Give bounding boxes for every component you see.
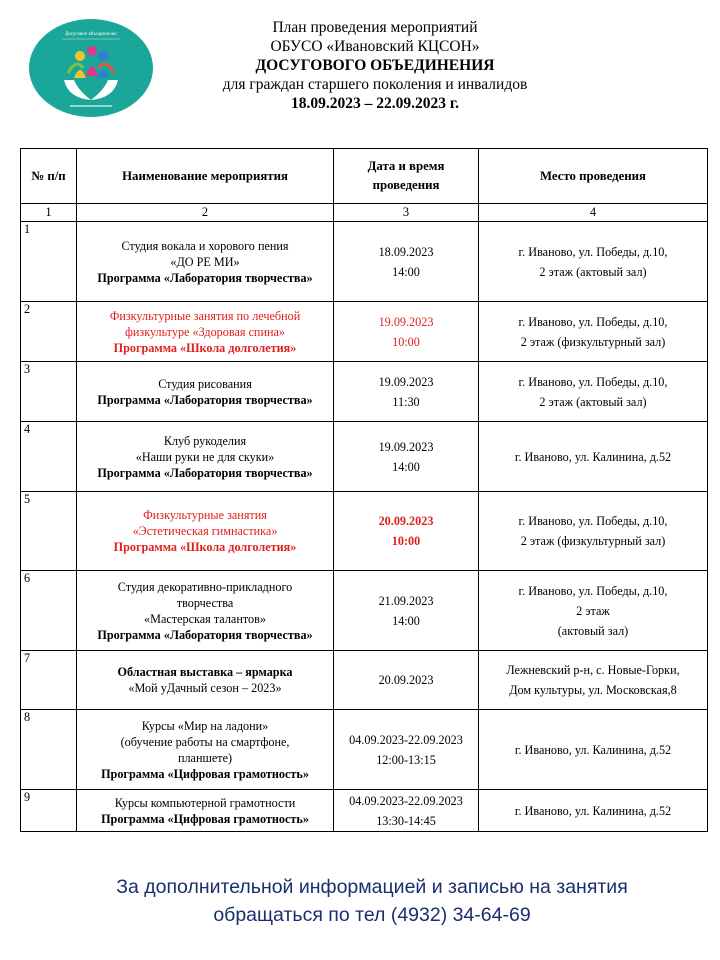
event-time: 13:30-14:45 [376,813,436,828]
event-name [77,362,334,422]
header-title: План проведения мероприятий [272,19,478,36]
footer-phone: обращаться по тел (4932) 34-64-69 [213,904,531,926]
event-time: 10:00 [391,534,421,548]
event-name-line: творчества [176,595,234,610]
event-program: Программа «Лаборатория творчества» [97,392,313,407]
event-place-line: г. Иваново, ул. Калинина, д.52 [514,449,672,464]
event-date: 20.09.2023 [378,673,434,687]
event-time: 10:00 [392,334,420,349]
event-program: Программа «Лаборатория творчества» [97,270,313,285]
event-date: 18.09.2023 [378,244,434,259]
table-row [21,571,708,651]
logo-text: Досуговое объединение [65,31,117,36]
event-name-line: Клуб рукоделия [163,433,247,448]
event-datetime [334,651,479,710]
event-date: 21.09.2023 [378,593,434,608]
header-organization: ОБУСО «Ивановский КЦСОН» [270,38,480,55]
event-name-line: «Наши руки не для скуки» [135,449,275,464]
event-time: 14:00 [392,459,420,474]
event-date: 19.09.2023 [378,374,434,389]
event-name-line: Курсы «Мир на ладони» [141,718,269,733]
column-header-place: Место проведения [479,149,708,204]
event-place-line: г. Иваново, ул. Победы, д.10, [518,314,668,329]
document-header [170,18,580,113]
header-period: 18.09.2023 – 22.09.2023 г. [290,95,460,112]
contact-footer [0,873,720,929]
event-name-line: физкультуре «Здоровая спина» [124,324,286,339]
logo-figure-head [98,51,108,61]
event-name-line: Курсы компьютерной грамотности [114,795,296,810]
column-number-row [21,204,708,222]
event-name-line: Физкультурные занятия по лечебной [109,308,301,323]
event-place-line: г. Иваново, ул. Калинина, д.52 [514,803,672,818]
event-place-line: (актовый зал) [557,623,629,638]
table-row [21,362,708,422]
row-number: 8 [21,710,77,790]
header-association: ДОСУГОВОГО ОБЪЕДИНЕНИЯ [255,57,495,74]
logo-figure-head [75,51,85,61]
table-row [21,790,708,832]
schedule-table [20,148,708,832]
event-title-bold: Областная выставка – ярмарка [117,665,293,679]
event-datetime [334,492,479,571]
event-place-line: 2 этаж (актовый зал) [539,394,647,409]
event-place-line: г. Иваново, ул. Победы, д.10, [518,514,668,528]
table-row [21,710,708,790]
column-number: 1 [21,204,77,222]
event-time: 14:00 [392,264,420,279]
event-program: Программа «Цифровая грамотность» [101,766,309,781]
event-place [479,222,708,302]
table-row [21,302,708,362]
column-header-date: Дата и время проведения [334,149,479,204]
logo-figure-head [87,46,97,56]
table-row [21,422,708,492]
event-name [77,422,334,492]
event-time: 14:00 [392,613,420,628]
row-number: 9 [21,790,77,832]
event-date: 04.09.2023-22.09.2023 [349,793,463,808]
event-datetime [334,422,479,492]
event-name-line: «ДО РЕ МИ» [170,254,240,269]
event-time: 11:30 [392,394,420,409]
event-date: 20.09.2023 [378,514,434,528]
header-audience: для граждан старшего поколения и инвалидов [222,76,528,93]
column-number: 2 [77,204,334,222]
event-datetime [334,362,479,422]
event-name [77,222,334,302]
event-place [479,710,708,790]
event-name-line: «Мой уДачный сезон – 2023» [128,681,282,695]
row-number: 2 [21,302,77,362]
event-time: 12:00-13:15 [376,752,436,767]
event-date: 19.09.2023 [378,439,434,454]
event-program: Программа «Школа долголетия» [113,540,297,554]
event-name-line: Физкультурные занятия [143,508,267,522]
event-datetime [334,222,479,302]
event-place-line: г. Иваново, ул. Калинина, д.52 [514,742,672,757]
event-place-line: г. Иваново, ул. Победы, д.10, [518,244,668,259]
table-row [21,222,708,302]
event-name [77,651,334,710]
event-datetime [334,790,479,832]
event-place [479,422,708,492]
row-number: 6 [21,571,77,651]
event-place [479,790,708,832]
event-name [77,302,334,362]
event-place-line: г. Иваново, ул. Победы, д.10, [518,583,668,598]
event-place-line: Лежневский р-н, с. Новые-Горки, [506,663,680,677]
row-number: 7 [21,651,77,710]
event-date: 19.09.2023 [378,314,434,329]
event-name-line: планшете) [177,750,233,765]
event-name-line: Студия декоративно-прикладного [117,579,293,594]
event-place [479,492,708,571]
event-name [77,710,334,790]
table-header-row [21,149,708,204]
table-row [21,492,708,571]
event-program: Программа «Цифровая грамотность» [101,811,309,826]
row-number: 5 [21,492,77,571]
event-place-line: 2 этаж (физкультурный зал) [520,334,666,349]
event-name [77,492,334,571]
event-datetime [334,710,479,790]
row-number: 3 [21,362,77,422]
event-name-line: «Мастерская талантов» [144,611,266,626]
event-name [77,790,334,832]
event-name-line: «Эстетическая гимнастика» [132,524,278,538]
column-number: 4 [479,204,708,222]
table-row [21,651,708,710]
logo [28,18,154,118]
event-name-line: Студия рисования [158,376,252,391]
column-header-name: Наименование мероприятия [77,149,334,204]
event-place [479,302,708,362]
event-datetime [334,302,479,362]
event-place [479,571,708,651]
event-place [479,362,708,422]
event-name-line: (обучение работы на смартфоне, [120,734,290,749]
event-place-line: Дом культуры, ул. Московская,8 [509,683,677,697]
row-number: 4 [21,422,77,492]
column-header-num: № п/п [21,149,77,204]
footer-info: За дополнительной информацией и записью на занятия [116,876,628,898]
event-program: Программа «Лаборатория творчества» [97,465,313,480]
event-place [479,651,708,710]
row-number: 1 [21,222,77,302]
event-place-line: 2 этаж (физкультурный зал) [520,534,666,548]
event-program: Программа «Школа долголетия» [113,340,297,355]
event-name-line: Студия вокала и хорового пения [121,238,289,253]
event-place-line: г. Иваново, ул. Победы, д.10, [518,374,668,389]
event-place-line: 2 этаж (актовый зал) [539,264,647,279]
event-program: Программа «Лаборатория творчества» [97,627,313,642]
event-date: 04.09.2023-22.09.2023 [349,732,463,747]
event-datetime [334,571,479,651]
event-name [77,571,334,651]
column-number: 3 [334,204,479,222]
event-place-line: 2 этаж [576,603,610,618]
